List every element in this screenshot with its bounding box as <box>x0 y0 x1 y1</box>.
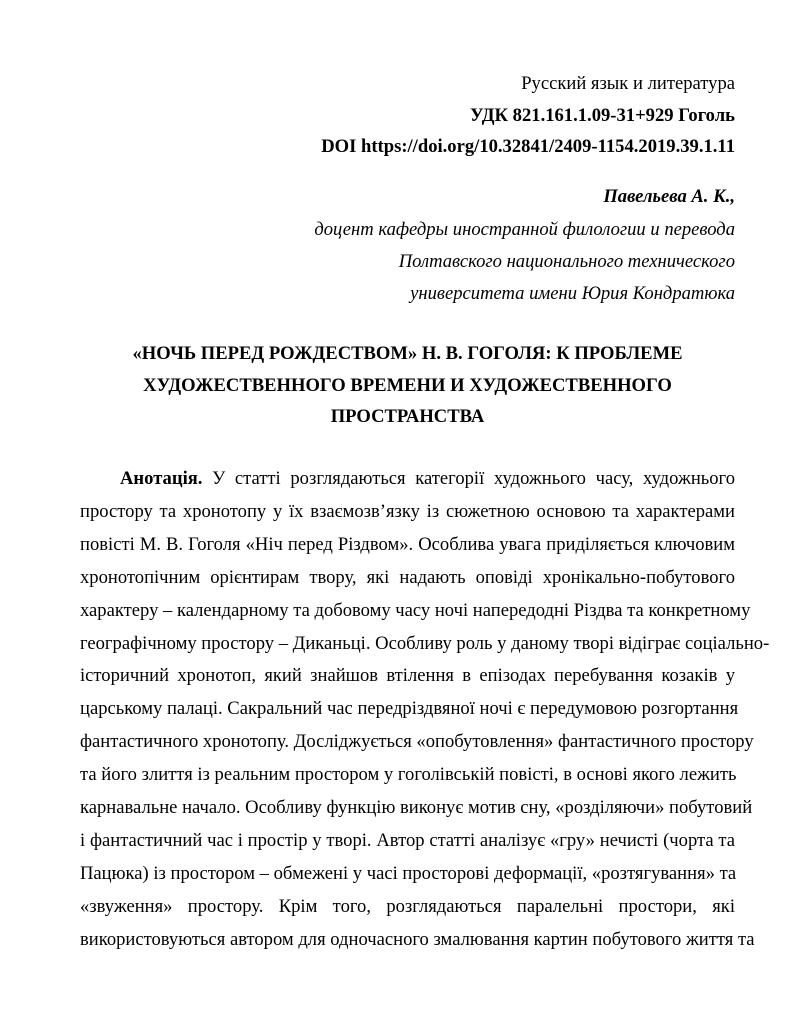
abstract-line <box>80 731 754 753</box>
abstract-text: історичний хронотоп, який знайшов втілення в епізодах перебування козаків у <box>80 665 735 687</box>
udc-code: УДК 821.161.1.09-31+929 Гоголь <box>469 105 735 126</box>
abstract-text: використовуються автором для одночасного змалювання картин побутового життя та <box>80 928 755 950</box>
article-title-line: ПРОСТРАНСТВА <box>330 406 485 427</box>
abstract-line <box>80 501 735 523</box>
abstract-label: Анотація. <box>120 468 203 489</box>
abstract-text: простору та хронотопу у їх взаємозв’язку із сюжетною основою та характерами <box>80 500 735 522</box>
doi: DOI https://doi.org/10.32841/2409-1154.2019.39.1.11 <box>321 136 735 157</box>
abstract-line <box>80 534 735 556</box>
abstract-text: «звуження» простору. Крім того, розглядаються паралельні простори, які <box>80 895 735 917</box>
article-title-line: «НОЧЬ ПЕРЕД РОЖДЕСТВОМ» Н. В. ГОГОЛЯ: К ПРОБЛЕМЕ <box>132 343 683 364</box>
abstract-text: повісті М. В. Гоголя «Ніч перед Різдвом». Особлива увага приділяється ключовим <box>80 533 735 555</box>
author-name: Павельева А. К., <box>603 186 735 207</box>
abstract-text: хронотопічним орієнтирам твору, які надають оповіді хронікально-побутового <box>80 566 735 588</box>
abstract-line <box>80 632 770 655</box>
abstract-line <box>80 830 735 852</box>
abstract-line <box>80 698 739 720</box>
abstract-line <box>80 928 755 951</box>
abstract-line <box>80 567 735 589</box>
abstract-line <box>80 665 735 687</box>
article-title-line: ХУДОЖЕСТВЕННОГО ВРЕМЕНИ И ХУДОЖЕСТВЕННОГО <box>143 375 672 396</box>
abstract-text: географічному простору – Диканьці. Особливу роль у даному творі відіграє соціально- <box>80 632 770 654</box>
abstract-text: і фантастичний час і простір у творі. Автор статті аналізує «гру» нечисті (чорта та <box>80 829 735 851</box>
abstract-line <box>80 599 751 622</box>
journal-section: Русский язык и литература <box>521 73 735 94</box>
author-affiliation-line: университета имени Юрия Кондратюка <box>410 283 735 304</box>
author-affiliation-line: Полтавского национального технического <box>398 251 735 272</box>
author-affiliation-line: доцент кафедры иностранной филологии и перевода <box>314 219 735 240</box>
abstract-text: Пацюка) із простором – обмежені у часі просторові деформації, «розтягування» та <box>80 862 737 884</box>
abstract-text: фантастичного хронотопу. Досліджується «опобутовлення» фантастичного простору <box>80 731 754 753</box>
abstract-text: характеру – календарному та добовому часу ночі напередодні Різдва та конкретному <box>80 599 751 621</box>
abstract-line <box>80 896 735 918</box>
abstract-text: та його злиття із реальним простором у гоголівській повісті, в основі якого лежить <box>80 764 737 786</box>
abstract-text: карнавальне начало. Особливу функцію виконує мотив сну, «розділяючи» побутовий <box>80 797 753 818</box>
abstract-line <box>80 764 735 786</box>
abstract-line <box>120 468 735 490</box>
abstract-line <box>80 797 753 819</box>
abstract-text: У статті розглядаються категорії художнього часу, художнього <box>212 468 736 489</box>
abstract-line <box>80 863 735 885</box>
abstract-text: царському палаці. Сакральний час передріздвяної ночі є передумовою розгортання <box>80 698 739 720</box>
